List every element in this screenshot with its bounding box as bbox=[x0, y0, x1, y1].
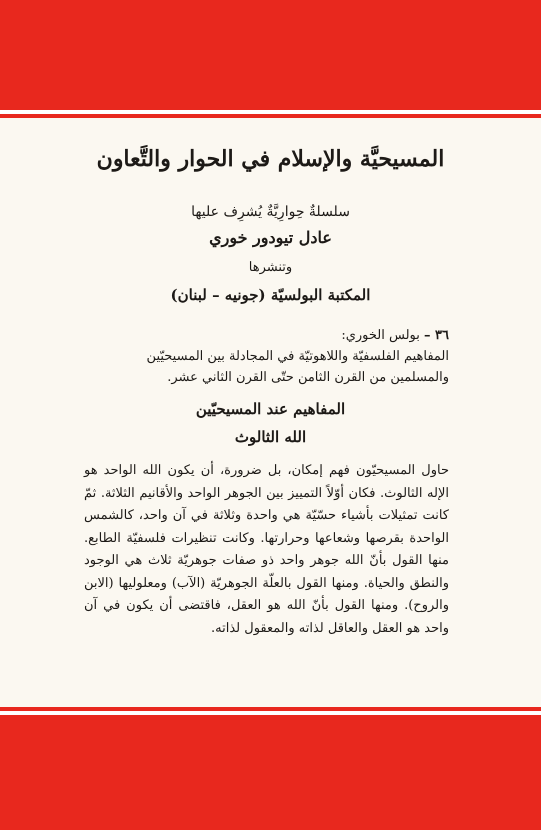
section-heading: المفاهيم عند المسيحيّين bbox=[195, 400, 346, 418]
publisher-label: وتنشرها bbox=[248, 260, 293, 275]
top-red-band bbox=[0, 0, 541, 106]
publisher-name: المكتبة البولسيّة (جونيه – لبنان) bbox=[170, 286, 371, 304]
book-series-title: المسيحيَّة والإسلام في الحوار والتَّعاون bbox=[96, 146, 445, 172]
top-white-stripe bbox=[0, 110, 541, 114]
series-editor: عادل تيودور خوري bbox=[209, 228, 332, 247]
body-paragraph: حاول المسيحيّون فهم إمكان، بل ضرورة، أن يكون الله الواحد هو الإله الثالوث. فكان أوّلاً التمييز بين الجوهر الواحد والأقانيم الثلاثة. ثمّ كانت تمثيلات بأشياء حسّيّة هي واحدة وثلاثة في آن واحد، كالشمس الواحدة بقرصها وشعاعها وحرارتها. وكانت تنظيرات فلسفيّة الطابع. منها القول بأنّ الله جوهر واحد ذو صفات جوهريّة ثلاث هي الوجود والنطق والحياة. ومنها القول بالعلّة الجوهريّة (الآب) ومعلوليها (الابن والروح). ومنها القول بأنّ الله هو العقل، فاقتضى أن يكون في آن واحد هو العقل والعاقل لذاته والمعقول لذاته. bbox=[84, 463, 449, 636]
bottom-white-stripe bbox=[0, 711, 541, 715]
entry-title: المفاهيم الفلسفيّة واللاهوتيّة في المجادلة بين المسيحيّين والمسلمين من القرن الثامن حتّى القرن الثاني عشر. bbox=[146, 349, 449, 385]
catalog-entry bbox=[90, 325, 449, 388]
content bbox=[0, 118, 541, 707]
section-subheading: الله الثالوث bbox=[234, 428, 307, 446]
bottom-red-band bbox=[0, 720, 541, 830]
cover-panel bbox=[0, 118, 541, 707]
entry-number: ٣٦ – bbox=[424, 328, 449, 343]
entry-author: بولس الخوري: bbox=[341, 328, 420, 343]
series-subtitle: سلسلةٌ حِوارِيَّةٌ يُشرِف عليها bbox=[191, 204, 350, 220]
entry-heading bbox=[90, 325, 449, 346]
